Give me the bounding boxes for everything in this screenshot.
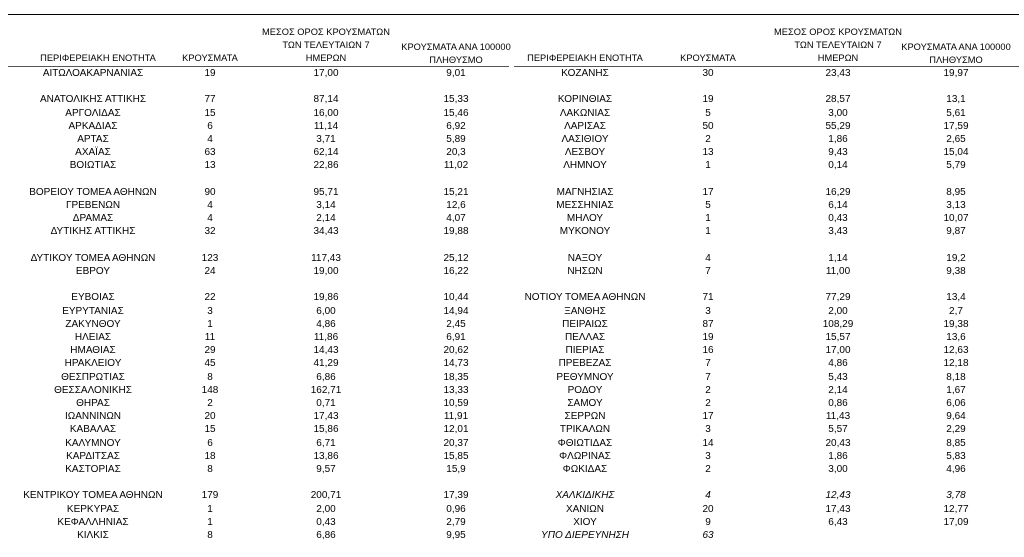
table-cell-cases: 2 (705, 464, 711, 475)
table-cell-cases: 29 (204, 345, 216, 357)
left-header-per100k-line2: ΠΛΗΘΥΣΜΟ (429, 55, 483, 65)
table-cell-cases: 20 (702, 503, 714, 515)
table-cell-cases: 1 (207, 318, 213, 330)
table-cell-region: ΛΗΜΝΟΥ (563, 160, 607, 172)
table-cell-avg7: 2,14 (828, 384, 848, 396)
table-cell-per100k: 15,21 (443, 186, 469, 198)
table-cell-cases: 4 (705, 252, 711, 264)
table-cell-cases: 2 (207, 398, 213, 409)
table-cell-avg7: 6,43 (828, 516, 848, 528)
table-cell-avg7: 23,43 (825, 68, 851, 79)
table-cell-per100k: 19,38 (943, 318, 969, 330)
table-cell-cases: 7 (705, 358, 711, 370)
table-cell-per100k: 8,95 (946, 186, 966, 198)
table-cell-region: ΧΙΟΥ (573, 516, 597, 528)
table-cell-region: ΚΑΡΔΙΤΣΑΣ (66, 450, 120, 462)
table-cell-per100k: 12,6 (446, 200, 466, 211)
table-cell-avg7: 108,29 (822, 318, 854, 330)
table-cell-cases: 24 (204, 266, 216, 277)
table-cell-per100k: 14,73 (443, 358, 469, 370)
table-cell-region: ΔΥΤΙΚΗΣ ΑΤΤΙΚΗΣ (50, 226, 136, 238)
table-cell-region: ΑΙΤΩΛΟΑΚΑΡΝΑΝΙΑΣ (42, 68, 144, 79)
table-cell-cases: 2 (705, 398, 711, 409)
table-cell-per100k: 3,78 (946, 490, 966, 502)
table-cell-region: ΘΗΡΑΣ (76, 398, 110, 409)
table-cell-per100k: 17,59 (943, 120, 969, 132)
table-cell-region: ΘΕΣΣΑΛΟΝΙΚΗΣ (54, 384, 132, 396)
table-cell-per100k: 12,77 (943, 503, 969, 515)
table-cell-per100k: 6,06 (946, 398, 966, 409)
table-cell-region: ΚΟΖΑΝΗΣ (561, 68, 609, 79)
table-cell-cases: 15 (204, 424, 216, 436)
table-cell-cases: 179 (201, 490, 219, 502)
table-cell-region: ΡΟΔΟΥ (567, 384, 603, 396)
table-cell-avg7: 0,86 (828, 398, 848, 409)
table-cell-per100k: 2,29 (946, 424, 966, 436)
table-cell-avg7: 22,86 (313, 160, 339, 172)
table-cell-avg7: 200,71 (310, 490, 342, 502)
table-cell-per100k: 18,35 (443, 371, 469, 383)
table-cell-per100k: 10,59 (443, 398, 469, 409)
left-header-avg7-line1: ΜΕΣΟΣ ΟΡΟΣ ΚΡΟΥΣΜΑΤΩΝ (262, 27, 390, 37)
table-cell-region: ΚΕΦΑΛΛΗΝΙΑΣ (57, 516, 129, 528)
table-cell-cases: 50 (702, 120, 714, 132)
right-header-avg7-line2: ΤΩΝ ΤΕΛΕΥΤΑΙΩΝ 7 (794, 40, 882, 50)
table-cell-cases: 90 (204, 186, 216, 198)
table-cell-per100k: 4,07 (446, 213, 466, 225)
table-cell-cases: 63 (204, 147, 216, 159)
table-cell-per100k: 10,07 (943, 213, 969, 225)
table-cell-cases: 1 (207, 503, 213, 515)
table-cell-avg7: 0,71 (316, 398, 336, 409)
table-cell-per100k: 15,9 (446, 464, 466, 475)
table-cell-avg7: 2,14 (316, 213, 336, 225)
table-cell-cases: 1 (705, 160, 711, 172)
right-header-avg7-line3: ΗΜΕΡΩΝ (817, 53, 859, 63)
table-cell-region: ΖΑΚΥΝΘΟΥ (65, 318, 121, 330)
table-cell-cases: 148 (201, 384, 219, 396)
table-cell-per100k: 13,6 (946, 332, 966, 343)
table-cell-region: ΑΝΑΤΟΛΙΚΗΣ ΑΤΤΙΚΗΣ (39, 94, 147, 106)
table-cell-per100k: 16,22 (443, 266, 469, 277)
table-cell-per100k: 2,65 (946, 134, 966, 145)
table-cell-per100k: 19,97 (943, 68, 969, 79)
table-cell-avg7: 5,57 (828, 424, 848, 436)
table-cell-avg7: 17,00 (825, 345, 851, 357)
table-cell-region: ΣΑΜΟΥ (567, 398, 603, 409)
table-cell-per100k: 9,01 (446, 68, 466, 79)
table-cell-region: ΦΛΩΡΙΝΑΣ (559, 450, 611, 462)
table-cell-per100k: 13,1 (946, 94, 966, 106)
table-cell-cases: 4 (207, 134, 213, 145)
table-cell-avg7: 19,00 (313, 266, 339, 277)
table-cell-region: ΙΩΑΝΝΙΝΩΝ (64, 411, 122, 423)
table-cell-per100k: 20,3 (446, 147, 466, 159)
table-cell-per100k: 15,46 (443, 107, 469, 119)
table-cell-per100k: 9,64 (946, 411, 966, 423)
table-cell-avg7: 1,14 (828, 252, 848, 264)
table-cell-region: ΛΑΡΙΣΑΣ (564, 120, 606, 132)
table-cell-region: ΝΟΤΙΟΥ ΤΟΜΕΑ ΑΘΗΝΩΝ (524, 292, 646, 304)
table-cell-per100k: 15,04 (943, 147, 969, 159)
table-cell-avg7: 6,00 (316, 305, 336, 317)
table-cell-cases: 20 (204, 411, 216, 423)
table-cell-region: ΔΡΑΜΑΣ (72, 213, 114, 225)
table-cell-region: ΝΑΞΟΥ (567, 252, 603, 264)
table-cell-avg7: 117,43 (311, 252, 341, 264)
table-cell-cases: 32 (204, 226, 216, 238)
table-cell-region: ΗΜΑΘΙΑΣ (70, 345, 116, 357)
left-header-avg7-line3: ΗΜΕΡΩΝ (305, 53, 347, 63)
table-cell-avg7: 14,43 (313, 345, 339, 357)
table-cell-region: ΑΡΚΑΔΙΑΣ (68, 120, 118, 132)
table-cell-avg7: 3,00 (828, 107, 848, 119)
table-cell-avg7: 6,86 (316, 371, 336, 383)
table-cell-per100k: 14,94 (443, 305, 469, 317)
table-cell-region: ΠΙΕΡΙΑΣ (565, 345, 605, 357)
table-cell-per100k: 10,44 (443, 292, 469, 304)
table-cell-region: ΒΟΡΕΙΟΥ ΤΟΜΕΑ ΑΘΗΝΩΝ (29, 186, 157, 198)
table-cell-avg7: 6,71 (316, 437, 336, 449)
table-cell-region: ΜΕΣΣΗΝΙΑΣ (556, 200, 614, 211)
table-cell-cases: 45 (204, 358, 216, 370)
table-cell-region: ΜΑΓΝΗΣΙΑΣ (556, 186, 614, 198)
table-cell-avg7: 1,86 (828, 134, 848, 145)
table-cell-region: ΜΥΚΟΝΟΥ (559, 226, 611, 238)
table-cell-cases: 71 (702, 292, 714, 304)
table-cell-region: ΡΕΘΥΜΝΟΥ (556, 371, 614, 383)
table-cell-cases: 9 (705, 516, 711, 528)
table-cell-region: ΚΙΛΚΙΣ (77, 530, 109, 541)
table-cell-region: ΚΑΣΤΟΡΙΑΣ (65, 464, 121, 475)
table-cell-region: ΞΑΝΘΗΣ (564, 305, 606, 317)
table-cell-avg7: 9,57 (316, 464, 336, 475)
table-cell-cases: 19 (702, 94, 714, 106)
table-cell-per100k: 3,13 (946, 200, 966, 211)
table-cell-avg7: 28,57 (825, 94, 851, 106)
right-header-avg7-line1: ΜΕΣΟΣ ΟΡΟΣ ΚΡΟΥΣΜΑΤΩΝ (774, 27, 902, 37)
table-cell-cases: 3 (705, 305, 711, 317)
table-cell-avg7: 0,43 (828, 213, 848, 225)
left-header-avg7 (256, 27, 396, 64)
table-cell-per100k: 15,33 (443, 94, 469, 106)
table-cell-region: ΑΡΓΟΛΙΔΑΣ (65, 107, 121, 119)
table-cell-avg7: 5,43 (828, 371, 848, 383)
table-cell-cases: 3 (705, 450, 711, 462)
table-cell-avg7: 87,14 (313, 94, 339, 106)
table-cell-region: ΝΗΣΩΝ (567, 266, 603, 277)
table-cell-per100k: 13,4 (946, 292, 966, 304)
table-cell-avg7: 20,43 (825, 437, 851, 449)
table-cell-avg7: 19,86 (313, 292, 339, 304)
table-cell-avg7: 4,86 (316, 318, 336, 330)
table-cell-cases: 6 (207, 120, 213, 132)
table-cell-per100k: 19,2 (946, 252, 966, 264)
table-cell-cases: 13 (204, 160, 216, 172)
table-cell-avg7: 55,29 (825, 120, 851, 132)
table-cell-region: ΑΧΑΪΑΣ (75, 147, 111, 159)
table-cell-region: ΔΥΤΙΚΟΥ ΤΟΜΕΑ ΑΘΗΝΩΝ (30, 252, 156, 264)
table-cell-cases: 3 (705, 424, 711, 436)
table-cell-cases: 4 (705, 490, 711, 502)
table-cell-per100k: 19,88 (443, 226, 469, 238)
table-cell-avg7: 62,14 (313, 147, 339, 159)
table-cell-per100k: 9,38 (946, 266, 966, 277)
table-cell-region: ΠΡΕΒΕΖΑΣ (558, 358, 612, 370)
table-cell-per100k: 2,7 (949, 305, 963, 317)
table-cell-cases: 18 (204, 450, 216, 462)
table-cell-per100k: 5,83 (946, 450, 966, 462)
table-cell-avg7: 1,86 (828, 450, 848, 462)
table-cell-cases: 1 (207, 516, 213, 528)
table-cell-per100k: 12,01 (443, 424, 469, 436)
table-cell-avg7: 3,00 (828, 464, 848, 475)
table-cell-avg7: 2,00 (316, 503, 336, 515)
table-cell-cases: 22 (204, 292, 216, 304)
table-cell-per100k: 20,62 (443, 345, 469, 357)
table-cell-region: ΠΕΙΡΑΙΩΣ (562, 318, 608, 330)
table-cell-region: ΜΗΛΟΥ (566, 213, 604, 225)
table-cell-region: ΛΑΣΙΘΙΟΥ (561, 134, 609, 145)
table-cell-cases: 7 (705, 266, 711, 277)
table-cell-per100k: 12,18 (943, 358, 969, 370)
table-cell-cases: 77 (204, 94, 216, 106)
table-cell-cases: 8 (207, 371, 213, 383)
table-cell-per100k: 5,79 (946, 160, 966, 172)
table-cell-avg7: 41,29 (313, 358, 339, 370)
table-cell-per100k: 11,02 (443, 160, 469, 172)
right-header-region: ΠΕΡΙΦΕΡΕΙΑΚΗ ΕΝΟΤΗΤΑ (527, 53, 643, 63)
left-header-region: ΠΕΡΙΦΕΡΕΙΑΚΗ ΕΝΟΤΗΤΑ (40, 53, 156, 63)
table-cell-per100k: 11,91 (443, 411, 469, 423)
table-cell-cases: 30 (702, 68, 714, 79)
table-cell-per100k: 2,79 (446, 516, 466, 528)
left-header-per100k (386, 42, 526, 66)
table-cell-avg7: 17,00 (313, 68, 339, 79)
table-cell-avg7: 3,14 (316, 200, 336, 211)
table-cell-cases: 5 (705, 107, 711, 119)
table-cell-avg7: 17,43 (313, 411, 339, 423)
table-cell-region: ΒΟΙΩΤΙΑΣ (69, 160, 117, 172)
table-cell-avg7: 77,29 (825, 292, 851, 304)
table-cell-avg7: 12,43 (825, 490, 851, 502)
table-cell-avg7: 3,43 (828, 226, 848, 238)
table-cell-per100k: 12,63 (943, 345, 969, 357)
table-cell-cases: 8 (207, 464, 213, 475)
table-cell-region: ΛΕΣΒΟΥ (564, 147, 606, 159)
table-cell-per100k: 13,33 (443, 384, 469, 396)
table-cell-per100k: 0,96 (446, 503, 466, 515)
table-cell-region: ΚΕΝΤΡΙΚΟΥ ΤΟΜΕΑ ΑΘΗΝΩΝ (23, 490, 163, 502)
table-cell-region: ΦΩΚΙΔΑΣ (562, 464, 608, 475)
table-cell-region: ΧΑΝΙΩΝ (565, 503, 605, 515)
table-cell-per100k: 9,95 (446, 530, 466, 541)
table-cell-cases: 14 (702, 437, 714, 449)
table-cell-avg7: 11,43 (825, 411, 851, 423)
table-cell-avg7: 15,57 (825, 332, 851, 343)
table-cell-region: ΕΥΡΥΤΑΝΙΑΣ (62, 305, 124, 317)
table-cell-avg7: 3,71 (316, 134, 336, 145)
table-cell-cases: 16 (702, 345, 714, 357)
table-cell-region: ΚΑΛΥΜΝΟΥ (65, 437, 121, 449)
right-header-per100k-line2: ΠΛΗΘΥΣΜΟ (929, 55, 983, 65)
table-cell-cases: 13 (702, 147, 714, 159)
table-cell-region: ΕΥΒΟΙΑΣ (71, 292, 115, 304)
table-cell-avg7: 4,86 (828, 358, 848, 370)
table-cell-per100k: 8,85 (946, 437, 966, 449)
table-cell-region: ΚΟΡΙΝΘΙΑΣ (557, 94, 613, 106)
table-cell-avg7: 0,14 (828, 160, 848, 172)
right-header-avg7 (768, 27, 908, 64)
table-cell-avg7: 6,14 (828, 200, 848, 211)
table-cell-per100k: 15,85 (443, 450, 469, 462)
table-cell-region: ΚΕΡΚΥΡΑΣ (66, 503, 120, 515)
table-cell-region: ΓΡΕΒΕΝΩΝ (65, 200, 121, 211)
table-cell-cases: 19 (204, 68, 216, 79)
table-cell-region: ΗΡΑΚΛΕΙΟΥ (64, 358, 122, 370)
table-cell-per100k: 1,67 (946, 384, 966, 396)
table-cell-cases: 11 (204, 332, 216, 343)
table-cell-region: ΑΡΤΑΣ (77, 134, 109, 145)
table-cell-avg7: 17,43 (825, 503, 851, 515)
table-cell-avg7: 34,43 (313, 226, 339, 238)
top-rule (8, 14, 1019, 15)
table-cell-region: ΗΛΕΙΑΣ (74, 332, 112, 343)
left-header-avg7-line2: ΤΩΝ ΤΕΛΕΥΤΑΙΩΝ 7 (282, 40, 370, 50)
table-cell-per100k: 20,37 (443, 437, 469, 449)
table-cell-region: ΠΕΛΛΑΣ (564, 332, 606, 343)
left-header-cases: ΚΡΟΥΣΜΑΤΑ (182, 53, 238, 63)
table-cell-per100k: 5,89 (446, 134, 466, 145)
table-cell-cases: 5 (705, 200, 711, 211)
table-cell-region: ΥΠΟ ΔΙΕΡΕΥΝΗΣΗ (541, 530, 629, 541)
right-header-cases: ΚΡΟΥΣΜΑΤΑ (680, 53, 736, 63)
table-cell-cases: 2 (705, 384, 711, 396)
table-cell-per100k: 6,92 (446, 120, 466, 132)
table-cell-cases: 4 (207, 200, 213, 211)
table-cell-cases: 19 (702, 332, 714, 343)
table-cell-per100k: 17,39 (443, 490, 469, 502)
table-cell-avg7: 11,86 (313, 332, 339, 343)
table-cell-avg7: 13,86 (313, 450, 339, 462)
right-header-per100k-line1: ΚΡΟΥΣΜΑΤΑ ΑΝΑ 100000 (901, 42, 1011, 52)
table-cell-cases: 1 (705, 213, 711, 225)
table-cell-region: ΤΡΙΚΑΛΩΝ (559, 424, 611, 436)
table-cell-avg7: 11,14 (313, 120, 339, 132)
table-cell-cases: 1 (705, 226, 711, 238)
table-cell-avg7: 11,00 (825, 266, 851, 277)
table-cell-cases: 17 (702, 186, 714, 198)
table-cell-per100k: 25,12 (443, 252, 469, 264)
table-cell-per100k: 17,09 (943, 516, 969, 528)
table-cell-per100k: 6,91 (446, 332, 466, 343)
table-cell-region: ΧΑΛΚΙΔΙΚΗΣ (555, 490, 615, 502)
table-cell-per100k: 5,61 (946, 107, 966, 119)
table-cell-per100k: 9,87 (946, 226, 966, 238)
table-cell-avg7: 6,86 (316, 530, 336, 541)
table-cell-cases: 63 (702, 530, 714, 541)
table-cell-avg7: 0,43 (316, 516, 336, 528)
table-cell-per100k: 8,18 (946, 371, 966, 383)
table-cell-per100k: 2,45 (446, 318, 466, 330)
table-cell-avg7: 2,00 (828, 305, 848, 317)
table-cell-avg7: 16,00 (313, 107, 339, 119)
table-cell-region: ΣΕΡΡΩΝ (564, 411, 606, 423)
right-header-per100k (888, 42, 1024, 66)
table-cell-avg7: 95,71 (313, 186, 339, 198)
table-cell-region: ΕΒΡΟΥ (75, 266, 111, 277)
table-cell-avg7: 15,86 (313, 424, 339, 436)
table-cell-cases: 7 (705, 371, 711, 383)
table-cell-region: ΦΘΙΩΤΙΔΑΣ (557, 437, 613, 449)
table-cell-cases: 6 (207, 437, 213, 449)
table-cell-region: ΚΑΒΑΛΑΣ (69, 424, 117, 436)
table-cell-cases: 15 (204, 107, 216, 119)
table-cell-cases: 8 (207, 530, 213, 541)
table-cell-cases: 4 (207, 213, 213, 225)
table-cell-cases: 3 (207, 305, 213, 317)
table-cell-avg7: 9,43 (828, 147, 848, 159)
table-cell-avg7: 162,71 (310, 384, 342, 396)
table-cell-region: ΛΑΚΩΝΙΑΣ (559, 107, 611, 119)
table-cell-cases: 123 (201, 252, 219, 264)
table-cell-region: ΘΕΣΠΡΩΤΙΑΣ (61, 371, 125, 383)
table-cell-per100k: 4,96 (946, 464, 966, 475)
table-cell-cases: 87 (702, 318, 714, 330)
table-cell-cases: 2 (705, 134, 711, 145)
table-cell-avg7: 16,29 (825, 186, 851, 198)
table-cell-cases: 17 (702, 411, 714, 423)
left-header-per100k-line1: ΚΡΟΥΣΜΑΤΑ ΑΝΑ 100000 (401, 42, 511, 52)
